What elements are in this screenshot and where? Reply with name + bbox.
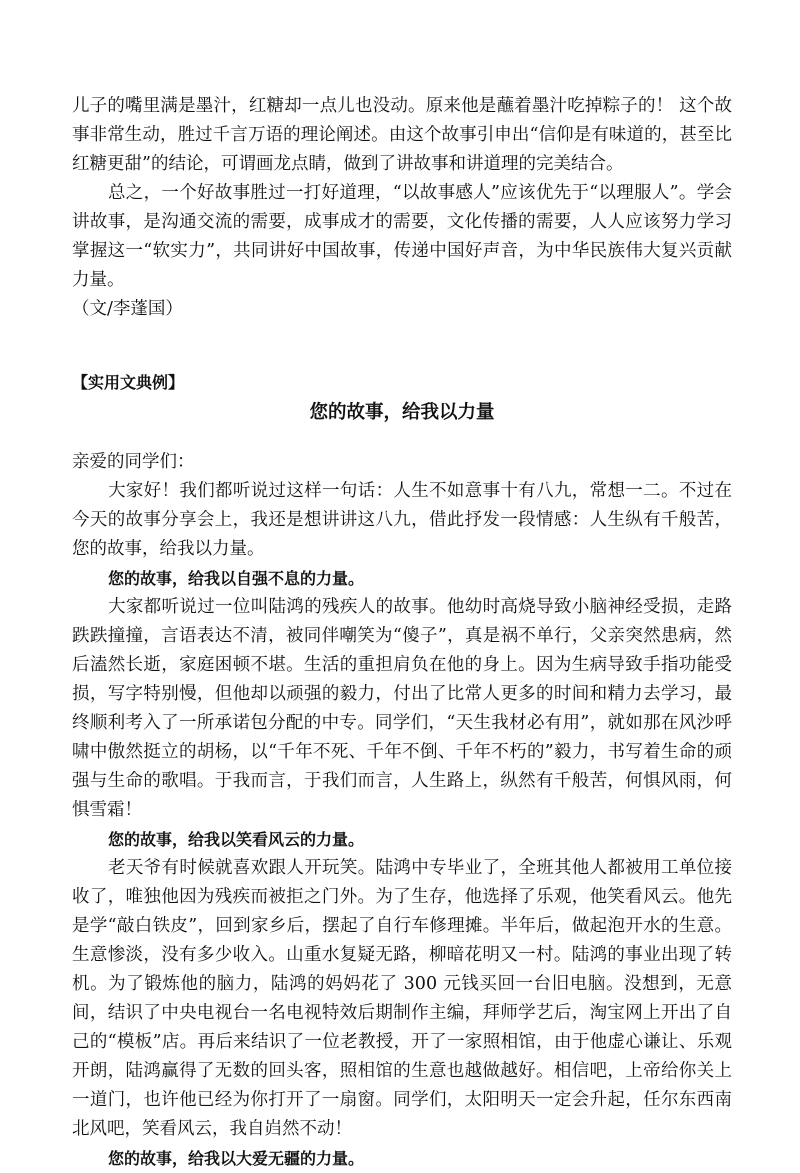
section-label: 【实用文典例】 xyxy=(72,373,185,392)
section-spacer xyxy=(72,324,732,370)
document-page xyxy=(72,92,732,1173)
section-heading-3: 您的故事，给我以大爱无疆的力量。 xyxy=(108,1149,365,1168)
article-title: 您的故事，给我以力量 xyxy=(309,402,495,423)
article-intro: 大家好！我们都听说过这样一句话：人生不如意事十有八九，常想一二。不过在今天的故事分享会上，我还是想讲讲这八九，借此抒发一段情感：人生纵有千般苦，您的故事，给我以力量。 xyxy=(72,481,732,559)
section-heading-1: 您的故事，给我以自强不息的力量。 xyxy=(108,569,365,588)
author-credit: （文/李蓬国） xyxy=(72,299,183,319)
article-body-2: 老天爷有时候就喜欢跟人开玩笑。陆鸿中专毕业了，全班其他人都被用工单位接收了，唯独他因为残疾而被拒之门外。为了生存，他选择了乐观，他笑看风云。他先是学“敲白铁皮”，回到家乡后，摆起了自行车修理摊。半年后，做起泡开水的生意。生意惨淡，没有多少收入。山重水复疑无路，柳暗花明又一村。陆鸿的事业出现了转机。为了锻炼他的脑力，陆鸿的妈妈花了 300 元钱买回一台旧电脑。没想到，无意间，结识了中央电视台一名电视特效后期制作主编，拜师学艺后，淘宝网上开出了自己的“模板”店。再后来结识了一位老教授，开了一家照相馆，由于他虚心谦让、乐观开朗，陆鸿赢得了无数的回头客，照相馆的生意也越做越好。相信吧，上帝给你关上一道门，也许他已经为你打开了一扇窗。同学们，太阳明天一定会升起，任尔东西南北风吧，笑看风云，我自岿然不动！ xyxy=(72,858,732,1139)
previous-article-conclusion: 总之，一个好故事胜过一打好道理，“以故事感人”应该优先于“以理服人”。学会讲故事，是沟通交流的需要，成事成才的需要，文化传播的需要，人人应该努力学习掌握这一“软实力”，共同讲好中国故事，传递中国好声音，为中华民族伟大复兴贡献力量。 xyxy=(72,183,732,290)
previous-article-paragraph: 儿子的嘴里满是墨汁，红糖却一点儿也没动。原来他是蘸着墨汁吃掉粽子的！ 这个故事非常生动，胜过千言万语的理论阐述。由这个故事引申出“信仰是有味道的，甚至比红糖更甜”的结论，可谓画龙点睛，做到了讲故事和讲道理的完美结合。 xyxy=(72,96,732,174)
article-greeting: 亲爱的同学们： xyxy=(72,452,195,472)
section-heading-2: 您的故事，给我以笑看风云的力量。 xyxy=(108,830,365,849)
article-body-1: 大家都听说过一位叫陆鸿的残疾人的故事。他幼时高烧导致小脑神经受损，走路跌跌撞撞，言语表达不清，被同伴嘲笑为“傻子”，真是祸不单行，父亲突然患病，然后溘然长逝，家庭困顿不堪。生活的重担肩负在他的身上。因为生病导致手指功能受损，写字特别慢，但他却以顽强的毅力，付出了比常人更多的时间和精力去学习，最终顺利考入了一所承诺包分配的中专。同学们，“天生我材必有用”，就如那在风沙呼啸中傲然挺立的胡杨，以“千年不死、千年不倒、千年不朽的”毅力，书写着生命的顽强与生命的歌唱。于我而言，于我们而言，人生路上，纵然有千般苦，何惧风雨，何惧雪霜！ xyxy=(72,597,732,820)
